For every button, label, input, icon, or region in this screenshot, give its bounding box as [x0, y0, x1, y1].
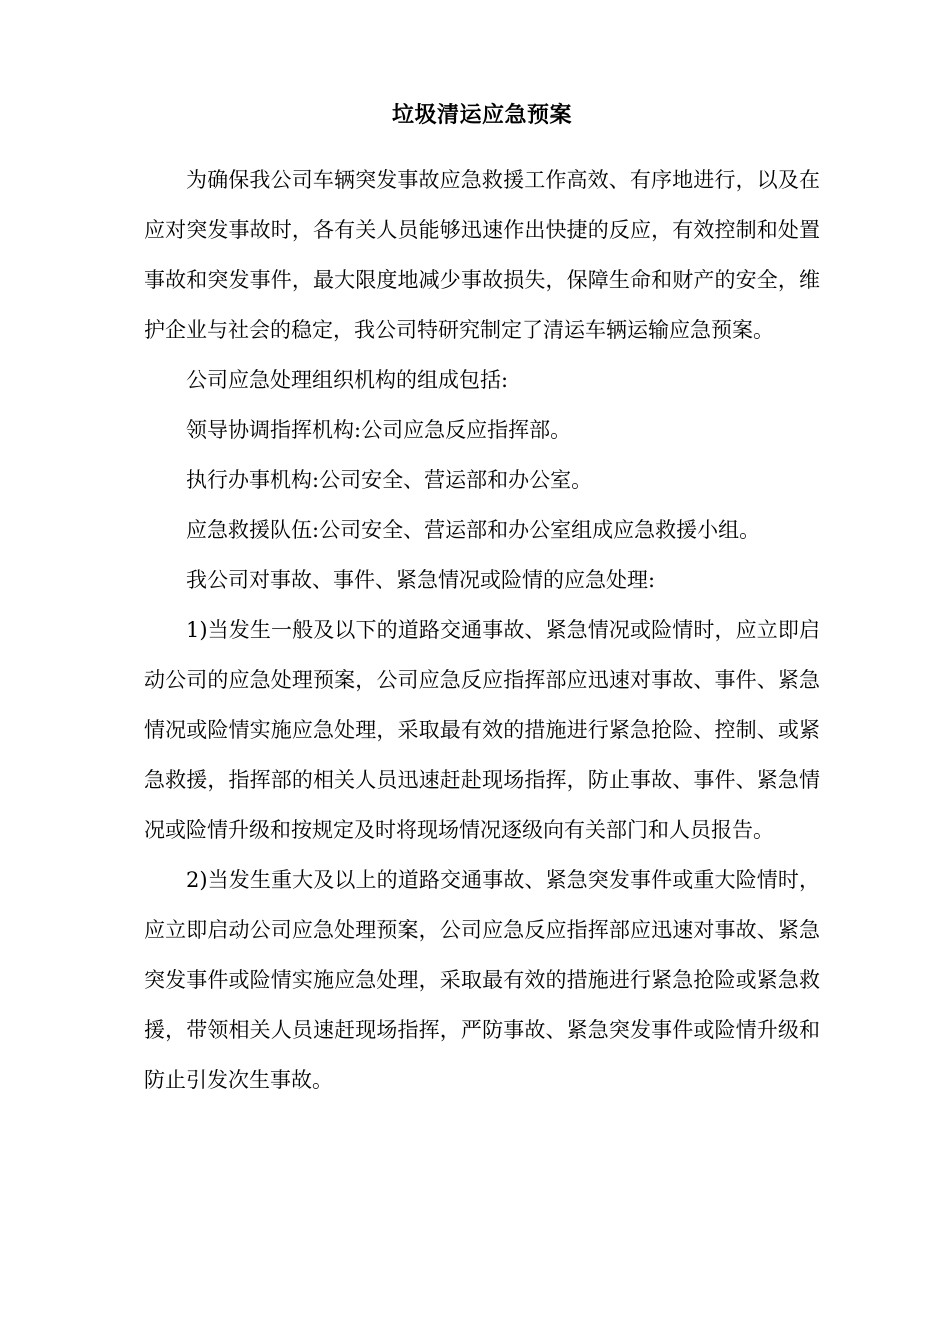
paragraph-command: 领导协调指挥机构:公司应急反应指挥部。 [186, 418, 572, 442]
paragraph-item-2: 2)当发生重大及以上的道路交通事故、紧急突发事件或重大险情时，应立即启动公司应急处理预案，公司应急反应指挥部应迅速对事故、紧急突发事件或险情实施应急处理，采取最有效的措施进行紧急抢险或紧急救援，带领相关人员速赶现场指挥，严防事故、紧急突发事件或险情升级和防止引发次生事故。 [144, 868, 820, 1092]
paragraph-intro: 为确保我公司车辆突发事故应急救援工作高效、有序地进行，以及在应对突发事故时，各有关人员能够迅速作出快捷的反应，有效控制和处置事故和突发事件，最大限度地减少事故损失，保障生命和财产的安全，维护企业与社会的稳定，我公司特研究制定了清运车辆运输应急预案。 [144, 168, 820, 342]
paragraph-handling: 我公司对事故、事件、紧急情况或险情的应急处理: [186, 568, 656, 592]
paragraph-organization: 公司应急处理组织机构的组成包括: [186, 368, 509, 392]
paragraph-rescue-team: 应急救援队伍:公司安全、营运部和办公室组成应急救援小组。 [186, 518, 761, 542]
paragraph-executive: 执行办事机构:公司安全、营运部和办公室。 [186, 468, 593, 492]
document-title: 垃圾清运应急预案 [391, 103, 572, 128]
paragraph-item-1: 1)当发生一般及以下的道路交通事故、紧急情况或险情时，应立即启动公司的应急处理预案，公司应急反应指挥部应迅速对事故、事件、紧急情况或险情实施应急处理，采取最有效的措施进行紧急抢险、控制、或紧急救援，指挥部的相关人员迅速赶赴现场指挥，防止事故、事件、紧急情况或险情升级和按规定及时将现场情况逐级向有关部门和人员报告。 [144, 618, 820, 842]
